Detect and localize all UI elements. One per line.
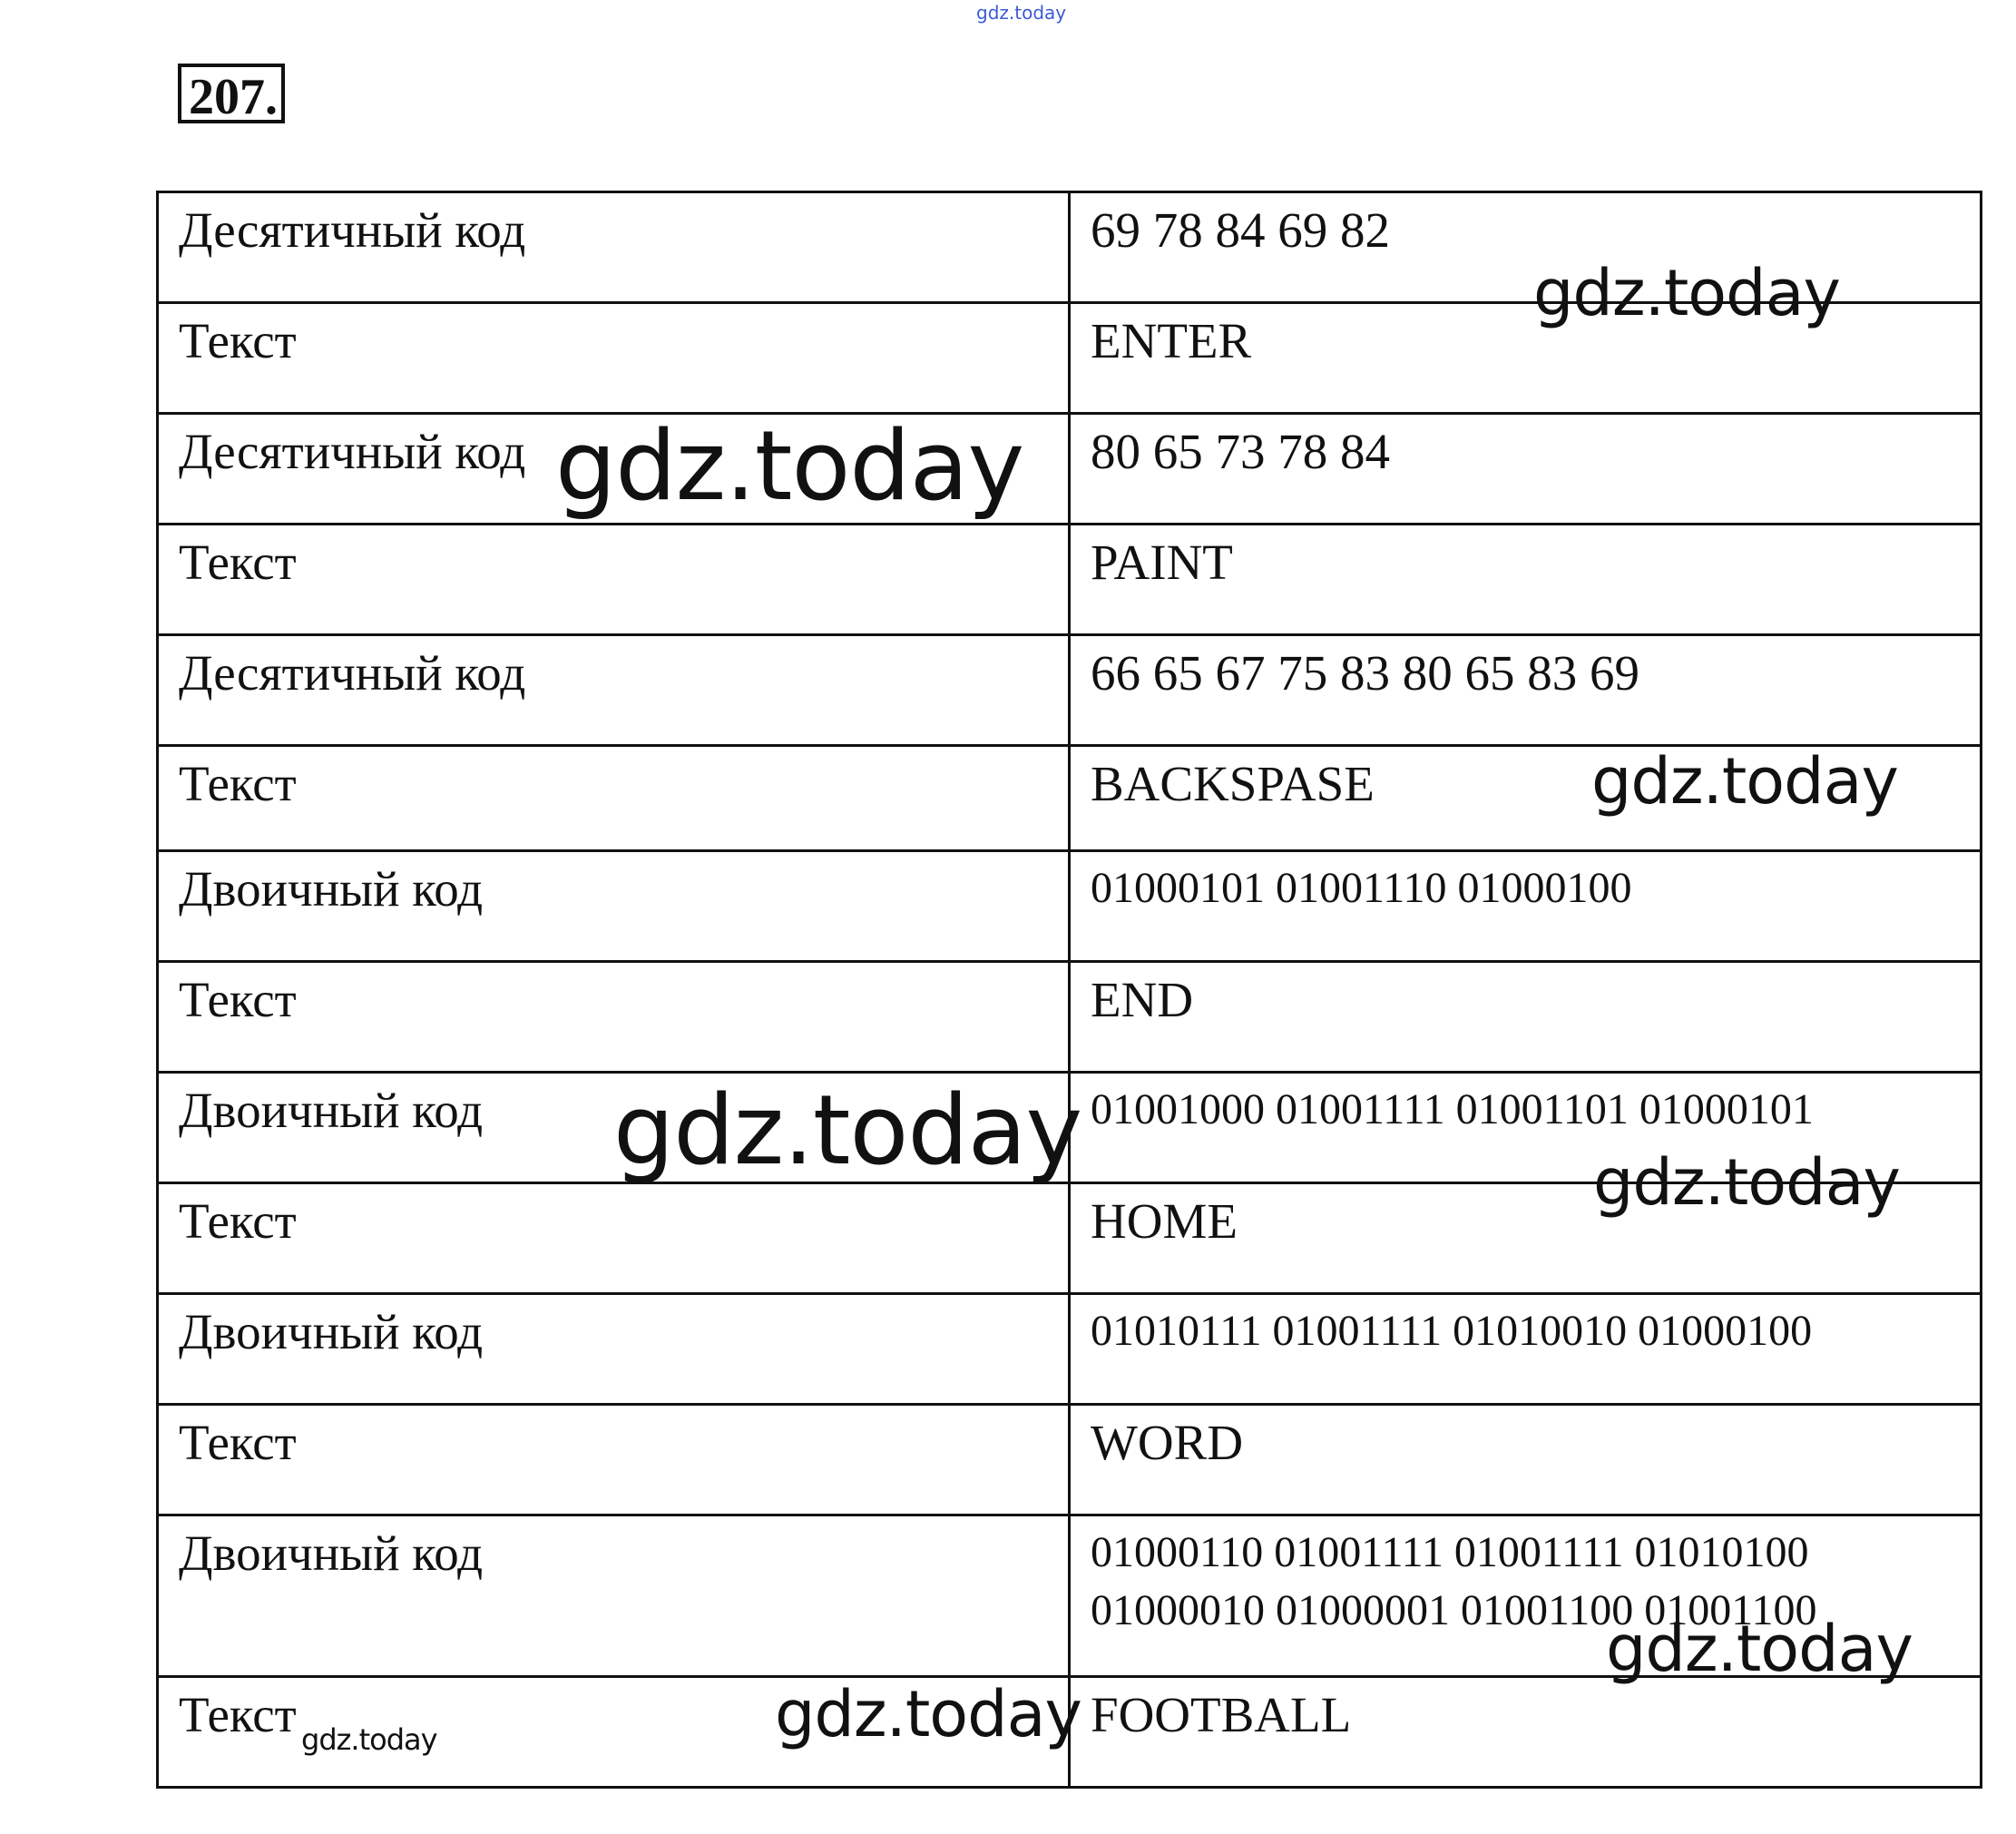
table-row bbox=[158, 962, 1982, 1073]
row-label: Текст bbox=[158, 1677, 1070, 1788]
row-label: Текст bbox=[158, 525, 1070, 635]
header-watermark: gdz.today bbox=[976, 2, 1067, 24]
row-label: Десятичный код bbox=[158, 635, 1070, 746]
watermark: gdz.today bbox=[1591, 744, 1898, 819]
table-row bbox=[158, 1405, 1982, 1515]
row-label: Десятичный код bbox=[158, 192, 1070, 303]
row-value: 01010111 01001111 01010010 01000100 bbox=[1070, 1294, 1982, 1405]
row-label: Двоичный код bbox=[158, 1073, 1070, 1183]
table-row bbox=[158, 525, 1982, 635]
row-value: PAINT bbox=[1070, 525, 1982, 635]
row-label: Текст bbox=[158, 1183, 1070, 1294]
watermark: gdz.today bbox=[555, 410, 1024, 522]
table-row bbox=[158, 635, 1982, 746]
row-label: Текст bbox=[158, 962, 1070, 1073]
row-value: HOME bbox=[1070, 1183, 1982, 1294]
table-row bbox=[158, 414, 1982, 525]
row-value: 80 65 73 78 84 bbox=[1070, 414, 1982, 525]
row-value: WORD bbox=[1070, 1405, 1982, 1515]
encoding-table bbox=[156, 191, 1982, 1789]
row-value: 01000101 01001110 01000100 bbox=[1070, 851, 1982, 962]
row-label: Текст bbox=[158, 1405, 1070, 1515]
table-row bbox=[158, 851, 1982, 962]
table-row bbox=[158, 1073, 1982, 1183]
table-row bbox=[158, 192, 1982, 303]
watermark: gdz.today bbox=[1606, 1612, 1913, 1686]
watermark: gdz.today bbox=[1533, 256, 1840, 330]
row-value: 01001000 01001111 01001101 01000101 bbox=[1070, 1073, 1982, 1183]
row-value: 66 65 67 75 83 80 65 83 69 bbox=[1070, 635, 1982, 746]
table-row bbox=[158, 303, 1982, 414]
row-label: Десятичный код bbox=[158, 414, 1070, 525]
task-number: 207. bbox=[178, 64, 285, 123]
table-row bbox=[158, 746, 1982, 851]
watermark: gdz.today bbox=[613, 1074, 1082, 1186]
row-value: END bbox=[1070, 962, 1982, 1073]
row-value: 01000110 01001111 01001111 01010100 01000010 01000001 01001100 01001100 bbox=[1070, 1515, 1982, 1677]
row-value: FOOTBALL bbox=[1070, 1677, 1982, 1788]
watermark: gdz.today bbox=[301, 1722, 437, 1757]
row-label: Двоичный код bbox=[158, 1515, 1070, 1677]
table-row bbox=[158, 1677, 1982, 1788]
watermark: gdz.today bbox=[775, 1677, 1081, 1751]
row-value: ENTER bbox=[1070, 303, 1982, 414]
watermark: gdz.today bbox=[1593, 1145, 1900, 1220]
row-label: Текст bbox=[158, 303, 1070, 414]
table-row bbox=[158, 1183, 1982, 1294]
row-label: Двоичный код bbox=[158, 1294, 1070, 1405]
table-row bbox=[158, 1294, 1982, 1405]
row-value: 69 78 84 69 82 bbox=[1070, 192, 1982, 303]
row-label: Текст bbox=[158, 746, 1070, 851]
row-value: BACKSPASE bbox=[1070, 746, 1982, 851]
row-label: Двоичный код bbox=[158, 851, 1070, 962]
table-row bbox=[158, 1515, 1982, 1677]
